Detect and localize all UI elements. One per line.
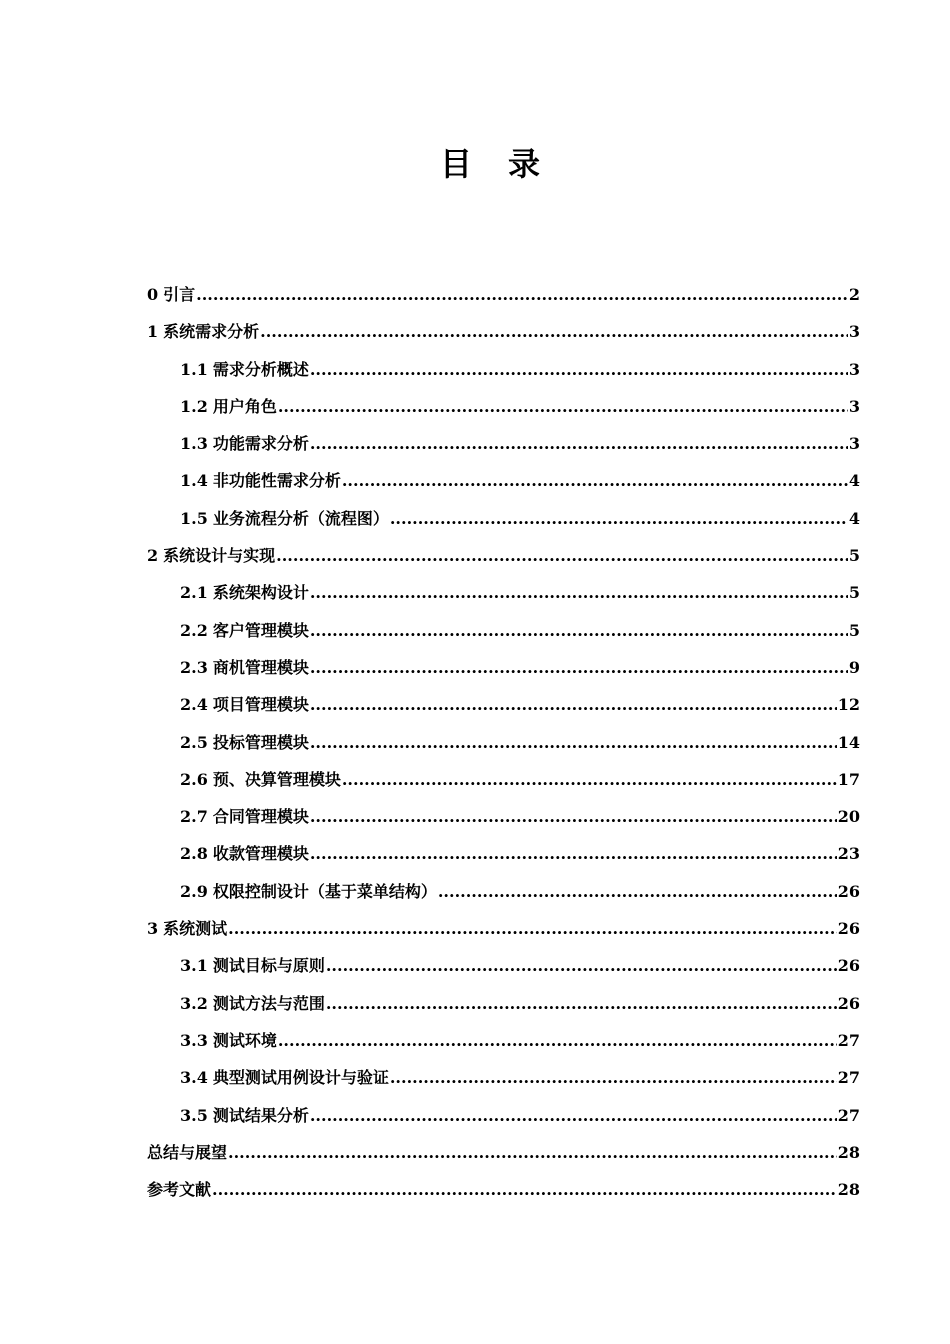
toc-entry-17[interactable] — [147, 873, 860, 910]
toc-entry-title: 需求分析概述 — [212, 359, 309, 379]
toc-entry-number: 2.5 — [180, 732, 208, 752]
toc-entry-1[interactable] — [147, 276, 860, 313]
toc-entry-20[interactable] — [147, 985, 860, 1022]
toc-dot-leader — [390, 1059, 837, 1096]
toc-entry-number: 2.7 — [180, 807, 208, 827]
toc-dot-leader — [310, 649, 848, 686]
toc-entry-title: 收款管理模块 — [212, 844, 309, 864]
toc-dot-leader — [310, 798, 837, 835]
toc-dot-leader — [278, 388, 848, 425]
toc-entry-title: 非功能性需求分析 — [212, 471, 341, 491]
toc-dot-leader — [342, 761, 837, 798]
toc-entry-title: 系统测试 — [163, 919, 228, 939]
toc-dot-leader — [310, 724, 837, 761]
toc-entry-page: 4 — [848, 508, 860, 528]
toc-entry-page: 9 — [848, 657, 860, 677]
toc-entry-9[interactable] — [147, 574, 860, 611]
toc-dot-leader — [196, 276, 848, 313]
toc-entry-page: 26 — [837, 956, 860, 976]
toc-entry-22[interactable] — [147, 1059, 860, 1096]
toc-entry-title: 客户管理模块 — [212, 620, 309, 640]
toc-entry-title: 系统设计与实现 — [163, 546, 276, 566]
toc-entry-title: 测试目标与原则 — [212, 956, 325, 976]
toc-entry-number: 1.1 — [180, 359, 208, 379]
toc-entry-page: 27 — [837, 1105, 860, 1125]
toc-entry-title: 权限控制设计（基于菜单结构） — [212, 881, 437, 901]
toc-entry-number: 3.3 — [180, 1030, 208, 1050]
toc-entry-page: 26 — [837, 881, 860, 901]
toc-entry-24[interactable] — [147, 1134, 860, 1171]
toc-entry-number: 1.5 — [180, 508, 208, 528]
toc-entry-page: 28 — [837, 1180, 860, 1200]
toc-entry-number: 3 — [147, 919, 159, 939]
toc-entry-title: 系统需求分析 — [163, 322, 260, 342]
toc-entry-page: 27 — [837, 1068, 860, 1088]
toc-entry-page: 5 — [848, 546, 860, 566]
toc-entry-page: 5 — [848, 620, 860, 640]
toc-entry-14[interactable] — [147, 761, 860, 798]
toc-dot-leader — [228, 1134, 837, 1171]
toc-entry-title: 典型测试用例设计与验证 — [212, 1068, 389, 1088]
toc-entry-number: 1.3 — [180, 434, 208, 454]
toc-entry-25[interactable] — [147, 1171, 860, 1208]
toc-entry-title: 投标管理模块 — [212, 732, 309, 752]
toc-entry-title: 测试环境 — [212, 1030, 277, 1050]
toc-entry-10[interactable] — [147, 612, 860, 649]
toc-entry-number: 3.4 — [180, 1068, 208, 1088]
toc-entry-number: 1.4 — [180, 471, 208, 491]
toc-entry-page: 14 — [837, 732, 860, 752]
toc-entry-number: 2.1 — [180, 583, 208, 603]
toc-dot-leader — [310, 835, 837, 872]
toc-dot-leader — [326, 985, 837, 1022]
toc-dot-leader — [310, 351, 848, 388]
toc-entry-page: 2 — [848, 285, 860, 304]
toc-entry-16[interactable] — [147, 835, 860, 872]
toc-entry-title: 总结与展望 — [147, 1142, 228, 1162]
toc-entry-page: 26 — [837, 919, 860, 939]
toc-dot-leader — [228, 910, 837, 947]
toc-dot-leader — [310, 612, 848, 649]
toc-entry-title: 业务流程分析（流程图） — [212, 508, 389, 528]
toc-entry-13[interactable] — [147, 724, 860, 761]
toc-dot-leader — [310, 1097, 837, 1134]
toc-entry-number: 2.2 — [180, 620, 208, 640]
toc-entry-number: 2.4 — [180, 695, 208, 715]
toc-dot-leader — [260, 313, 848, 350]
toc-entry-6[interactable] — [147, 462, 860, 499]
toc-dot-leader — [326, 947, 837, 984]
toc-entry-page: 5 — [848, 583, 860, 603]
toc-entry-page: 12 — [837, 695, 860, 715]
toc-title-char-1: 目 — [439, 145, 472, 183]
toc-entry-title: 用户角色 — [212, 396, 277, 416]
toc-entry-number: 2.8 — [180, 844, 208, 864]
toc-entry-title: 引言 — [163, 285, 196, 304]
toc-entry-page: 26 — [837, 993, 860, 1013]
toc-entry-title: 功能需求分析 — [212, 434, 309, 454]
toc-entry-title: 预、决算管理模块 — [212, 769, 341, 789]
toc-entry-title: 合同管理模块 — [212, 807, 309, 827]
toc-entry-page: 3 — [848, 434, 860, 454]
toc-entry-number: 2.6 — [180, 769, 208, 789]
toc-entry-number: 3.2 — [180, 993, 208, 1013]
toc-dot-leader — [438, 873, 837, 910]
toc-entry-number: 2.3 — [180, 657, 208, 677]
toc-entry-page: 3 — [848, 396, 860, 416]
toc-entry-number: 1.2 — [180, 396, 208, 416]
toc-entry-3[interactable] — [147, 351, 860, 388]
toc-entry-21[interactable] — [147, 1022, 860, 1059]
toc-entry-title: 测试结果分析 — [212, 1105, 309, 1125]
toc-entry-page: 17 — [837, 769, 860, 789]
toc-title-char-2: 录 — [508, 145, 541, 183]
toc-entry-12[interactable] — [147, 686, 860, 723]
toc-entry-7[interactable] — [147, 500, 860, 537]
toc-entry-page: 20 — [837, 807, 860, 827]
toc-dot-leader — [212, 1171, 837, 1208]
toc-entry-page: 23 — [837, 844, 860, 864]
toc-dot-leader — [390, 500, 848, 537]
toc-entry-11[interactable] — [147, 649, 860, 686]
toc-entry-18[interactable] — [147, 910, 860, 947]
toc-entry-number: 3.5 — [180, 1105, 208, 1125]
toc-entry-title: 参考文献 — [147, 1180, 212, 1200]
toc-dot-leader — [276, 537, 848, 574]
toc-entry-4[interactable] — [147, 388, 860, 425]
toc-dot-leader — [310, 574, 848, 611]
toc-entry-number: 2 — [147, 546, 159, 566]
toc-entry-8[interactable] — [147, 537, 860, 574]
toc-entry-number: 1 — [147, 322, 159, 342]
toc-entry-15[interactable] — [147, 798, 860, 835]
toc-entry-number: 0 — [147, 285, 159, 304]
toc-entry-page: 3 — [848, 322, 860, 342]
toc-dot-leader — [342, 462, 848, 499]
toc-entry-page: 3 — [848, 359, 860, 379]
toc-dot-leader — [310, 686, 837, 723]
toc-entry-title: 商机管理模块 — [212, 657, 309, 677]
toc-entry-number: 2.9 — [180, 881, 208, 901]
toc-entry-title: 测试方法与范围 — [212, 993, 325, 1013]
toc-entry-title: 项目管理模块 — [212, 695, 309, 715]
toc-entry-23[interactable] — [147, 1097, 860, 1134]
toc-entry-page: 27 — [837, 1030, 860, 1050]
toc-dot-leader — [278, 1022, 837, 1059]
toc-entry-2[interactable] — [147, 313, 860, 350]
toc-title — [0, 140, 950, 188]
toc-entry-5[interactable] — [147, 425, 860, 462]
toc-entry-page: 4 — [848, 471, 860, 491]
toc-entry-number: 3.1 — [180, 956, 208, 976]
toc-entry-title: 系统架构设计 — [212, 583, 309, 603]
toc-list — [147, 276, 860, 1208]
toc-entry-19[interactable] — [147, 947, 860, 984]
toc-dot-leader — [310, 425, 848, 462]
toc-entry-page: 28 — [837, 1142, 860, 1162]
